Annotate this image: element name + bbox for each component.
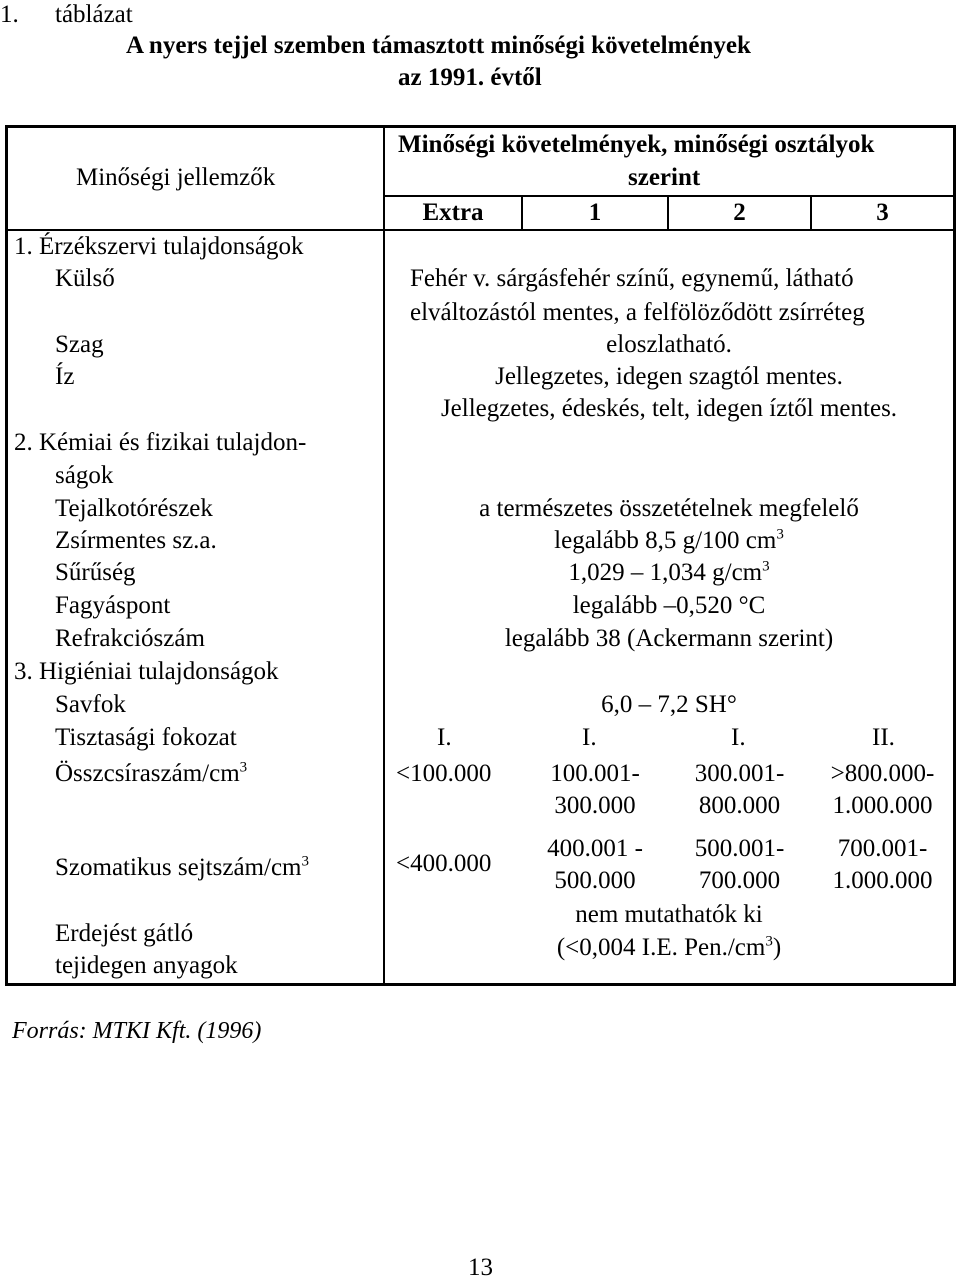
section-3-heading: 3. Higiéniai tulajdonságok bbox=[14, 658, 279, 685]
csira-2-line2: 800.000 bbox=[698, 792, 781, 819]
class-extra: Extra bbox=[422, 199, 484, 226]
zsirmentes-value: legalább 8,5 g/100 $cm^3$ bbox=[554, 526, 784, 554]
tisztasag-extra: I. bbox=[437, 724, 452, 751]
csira-1-line1: 100.001- bbox=[550, 760, 640, 787]
szag-value: Jellegzetes, idegen szagtól mentes. bbox=[495, 363, 843, 390]
szomatikus-3-line1: 700.001- bbox=[837, 835, 928, 862]
csira-2-line1: 300.001- bbox=[694, 760, 785, 787]
row-osszcsira-label: Összcsíraszám/$cm^3$ bbox=[55, 759, 248, 787]
section-1-heading: 1. Érzékszervi tulajdonságok bbox=[14, 233, 304, 260]
class-1: 1 bbox=[588, 199, 602, 226]
table-title-line2: az 1991. évtől bbox=[398, 64, 542, 91]
row-savfok-label: Savfok bbox=[55, 691, 126, 718]
szomatikus-2-line1: 500.001- bbox=[694, 835, 785, 862]
header-left: Minőségi jellemzők bbox=[76, 164, 276, 191]
header-bottom-line bbox=[5, 229, 956, 231]
table-border-right bbox=[953, 125, 956, 986]
row-erdejest-label-line1: Erdejést gátló bbox=[55, 920, 194, 947]
table-word: táblázat bbox=[55, 1, 133, 28]
table-border-bottom bbox=[5, 983, 956, 986]
class-3: 3 bbox=[876, 199, 889, 226]
unit-superscript: 3 bbox=[765, 933, 773, 950]
table-number: 1. bbox=[0, 1, 19, 28]
unit-superscript: 3 bbox=[239, 759, 248, 776]
refrakcio-value: legalább 38 (Ackermann szerint) bbox=[504, 625, 834, 652]
row-tejalkoto-label: Tejalkotórészek bbox=[55, 495, 213, 522]
tejalkoto-value: a természetes összetételnek megfelelő bbox=[479, 495, 859, 522]
row-zsirmentes-label: Zsírmentes sz.a. bbox=[55, 527, 217, 554]
table-border-top bbox=[5, 125, 956, 128]
tisztasag-3: II. bbox=[872, 724, 895, 751]
csira-1-line2: 300.000 bbox=[554, 792, 636, 819]
unit-superscript: 3 bbox=[301, 853, 309, 870]
szomatikus-3-line2: 1.000.000 bbox=[832, 867, 933, 894]
row-szomatikus-label: Szomatikus sejtszám/$cm^3$ bbox=[55, 853, 309, 881]
table-border-left bbox=[5, 125, 8, 986]
row-erdejest-label-line2: tejidegen anyagok bbox=[55, 952, 238, 979]
iz-value: Jellegzetes, édeskés, telt, idegen íztől mentes. bbox=[440, 395, 898, 422]
fagyaspont-value: legalább –0,520 °C bbox=[572, 592, 766, 619]
csira-3-line1: >800.000- bbox=[830, 760, 935, 787]
szomatikus-extra: <400.000 bbox=[396, 850, 492, 877]
csira-extra: <100.000 bbox=[396, 760, 492, 787]
section-2-heading-line1: 2. Kémiai és fizikai tulajdon- bbox=[14, 429, 307, 456]
row-tisztasag-label: Tisztasági fokozat bbox=[55, 724, 237, 751]
class-2: 2 bbox=[733, 199, 746, 226]
savfok-value: 6,0 – 7,2 SH° bbox=[601, 691, 737, 718]
szomatikus-2-line2: 700.000 bbox=[698, 867, 781, 894]
row-szag-label: Szag bbox=[55, 331, 104, 358]
csira-3-line2: 1.000.000 bbox=[832, 792, 933, 819]
table-title-line1: A nyers tejjel szemben támasztott minőségi követelmények bbox=[126, 32, 751, 59]
source-note: Forrás: MTKI Kft. (1996) bbox=[12, 1018, 262, 1044]
tisztasag-1: I. bbox=[582, 724, 597, 751]
header-right-line2: szerint bbox=[628, 164, 701, 191]
row-iz-label: Íz bbox=[55, 363, 75, 390]
unit-superscript: 3 bbox=[762, 558, 770, 575]
szomatikus-1-line2: 500.000 bbox=[554, 867, 636, 894]
header-sub-divider bbox=[383, 195, 956, 197]
row-suruseg-label: Sűrűség bbox=[55, 559, 136, 586]
erdejest-value-line1: nem mutathatók ki bbox=[575, 901, 763, 928]
page-number: 13 bbox=[468, 1254, 493, 1281]
szomatikus-1-line1: 400.001 - bbox=[547, 835, 643, 862]
unit-superscript: 3 bbox=[776, 526, 784, 543]
kulso-value-line2: elváltozástól mentes, a felfölöződött zsírréteg bbox=[410, 299, 865, 326]
kulso-value-line3: eloszlatható. bbox=[606, 331, 732, 358]
erdejest-value-line2: (<0,004 I.E. $Pen./cm^3$) bbox=[556, 933, 782, 961]
suruseg-value: 1,029 – 1,034 $g/cm^3$ bbox=[568, 558, 770, 586]
kulso-value-line1: Fehér v. sárgásfehér színű, egynemű, látható bbox=[410, 265, 854, 292]
header-right-line1: Minőségi követelmények, minőségi osztályok bbox=[398, 131, 875, 158]
tisztasag-2: I. bbox=[731, 724, 746, 751]
row-refrakcio-label: Refrakciószám bbox=[55, 625, 205, 652]
section-2-heading-line2: ságok bbox=[55, 462, 114, 489]
row-fagyaspont-label: Fagyáspont bbox=[55, 592, 171, 619]
row-kulso-label: Külső bbox=[55, 265, 115, 292]
